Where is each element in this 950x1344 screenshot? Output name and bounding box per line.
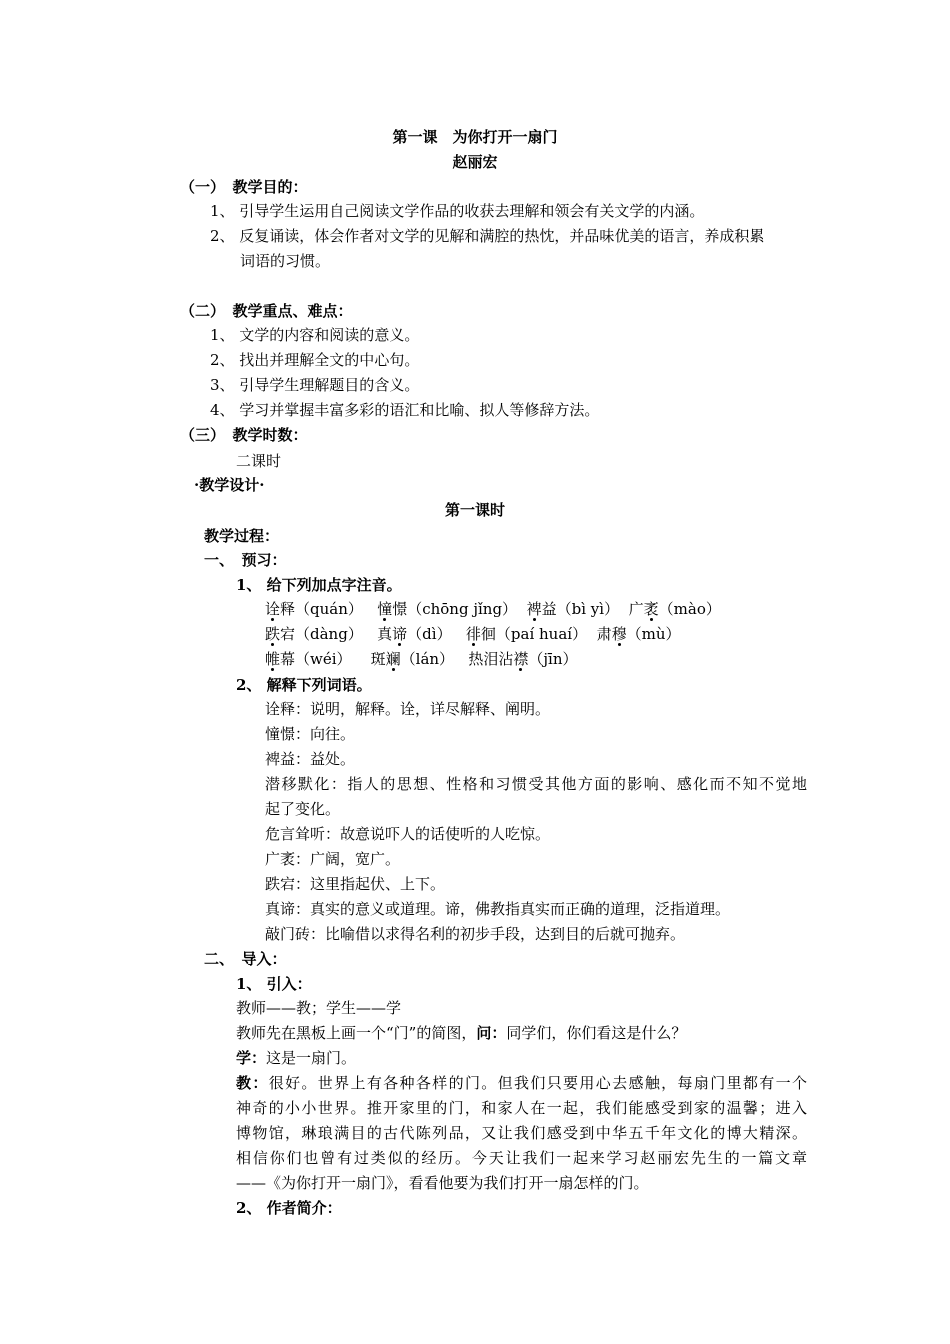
section1-item-2: 2、 反复诵读，体会作者对文学的见解和满腔的热忱，并品味优美的语言，养成积累 (210, 227, 765, 245)
section2-item-1: 1、 文学的内容和阅读的意义。 (210, 326, 420, 344)
pinyin-item: 裨益（bì yì） (526, 600, 620, 618)
section2-item-4: 4、 学习并掌握丰富多彩的语汇和比喻、拟人等修辞方法。 (210, 401, 600, 419)
teacher-para-line: 教：很好。世界上有各种各样的门。但我们只要用心去感触，每扇门里都有一个 (236, 1074, 807, 1092)
intro-line-3: 学：这是一扇门。 (236, 1049, 357, 1067)
section2-item-2: 2、 找出并理解全文的中心句。 (210, 351, 420, 369)
first-lesson-heading: 第一课时 (444, 501, 505, 519)
author-name: 赵丽宏 (452, 153, 498, 171)
section3-heading: （三） 教学时数： (180, 426, 308, 444)
part1-sub2-heading: 2、 解释下列词语。 (236, 676, 372, 694)
part2-heading: 二、 导入： (204, 950, 287, 968)
teacher-para-line: 相信你们也曾有过类似的经历。今天让我们一起来学习赵丽宏先生的一篇文章 (236, 1149, 807, 1167)
pinyin-item: 徘徊（paí huaí） (465, 625, 588, 643)
intro-line-1: 教师——教；学生——学 (236, 999, 402, 1017)
intro-line-2: 教师先在黑板上画一个“门”的简图，问：同学们，你们看这是什么？ (236, 1024, 687, 1042)
pinyin-row-3 (265, 647, 578, 671)
teacher-para-line: 博物馆，琳琅满目的古代陈列品，又让我们感受到中华五千年文化的博大精深。 (236, 1124, 807, 1142)
definition-line: 敲门砖：比喻借以求得名利的初步手段，达到目的后就可抛弃。 (265, 925, 686, 943)
part1-sub1-heading: 1、 给下列加点字注音。 (236, 576, 402, 594)
pinyin-row-2 (265, 622, 681, 646)
pinyin-item: 热泪沾襟（jīn） (468, 650, 578, 668)
pinyin-item: 广袤（mào） (628, 600, 721, 618)
section1-heading: （一） 教学目的： (180, 178, 308, 196)
definition-line: 真谛：真实的意义或道理。谛，佛教指真实而正确的道理，泛指道理。 (265, 900, 731, 918)
section3-value: 二课时 (236, 452, 282, 470)
part2-sub2-heading: 2、 作者简介： (236, 1199, 342, 1217)
pinyin-item: 憧憬（chōng jǐng） (377, 600, 518, 618)
pinyin-item: 真谛（dì） (377, 625, 452, 643)
section2-heading: （二） 教学重点、难点： (180, 302, 353, 320)
definition-line: 广袤：广阔，宽广。 (265, 850, 401, 868)
pinyin-item: 跌宕（dàng） (265, 625, 363, 643)
section2-item-3: 3、 引导学生理解题目的含义。 (210, 376, 420, 394)
definition-line: 诠释：说明，解释。诠，详尽解释、阐明。 (265, 700, 551, 718)
section1-item-2-cont: 词语的习惯。 (240, 252, 331, 270)
pinyin-item: 肃穆（mù） (596, 625, 681, 643)
definition-line: 危言耸听：故意说吓人的话使听的人吃惊。 (265, 825, 551, 843)
teacher-para-line: 神奇的小小世界。推开家里的门，和家人在一起，我们能感受到家的温馨；进入 (236, 1099, 807, 1117)
definition-line: 跌宕：这里指起伏、上下。 (265, 875, 446, 893)
definition-line: 裨益：益处。 (265, 750, 356, 768)
process-heading: 教学过程： (204, 527, 280, 545)
pinyin-row-1 (265, 597, 721, 621)
pinyin-item: 诠释（quán） (265, 600, 363, 618)
design-heading: ·教学设计· (194, 476, 265, 494)
lesson-title: 第一课 为你打开一扇门 (392, 128, 558, 146)
pinyin-item: 斑斓（lán） (370, 650, 455, 668)
part2-sub1-heading: 1、 引入： (236, 975, 312, 993)
part1-heading: 一、 预习： (204, 551, 287, 569)
definition-line: 憧憬：向往。 (265, 725, 356, 743)
definition-line: 潜移默化：指人的思想、性格和习惯受其他方面的影响、感化而不知不觉地 (265, 775, 807, 793)
teacher-para-line: ——《为你打开一扇门》，看看他要为我们打开一扇怎样的门。 (236, 1174, 649, 1192)
pinyin-item: 帷幕（wéi） (265, 650, 352, 668)
definition-line: 起了变化。 (265, 800, 341, 818)
section1-item-1: 1、 引导学生运用自己阅读文学作品的收获去理解和领会有关文学的内涵。 (210, 202, 705, 220)
